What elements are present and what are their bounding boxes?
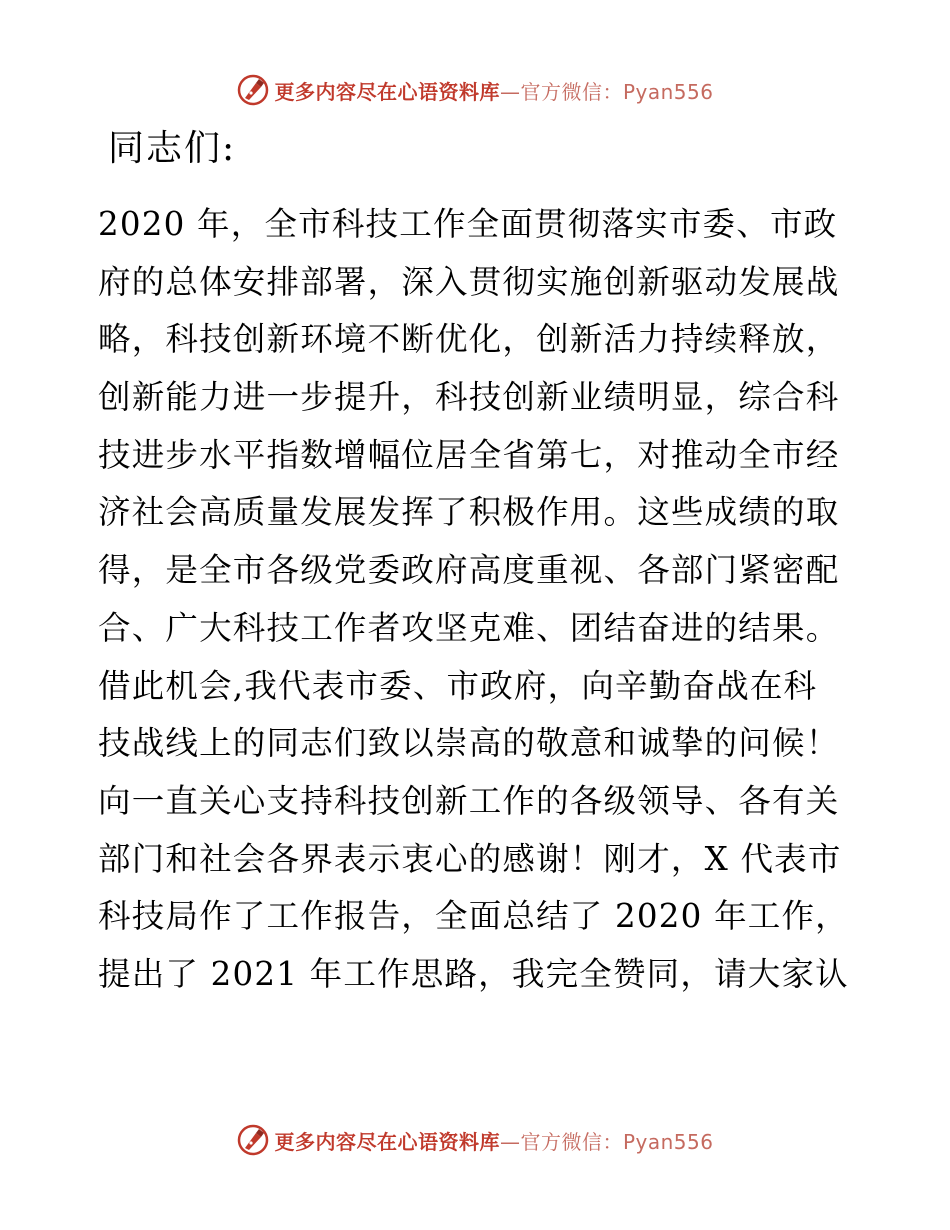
paragraph-line: 技进步水平指数增幅位居全省第七，对推动全市经 xyxy=(98,435,840,474)
watermark-text xyxy=(274,1126,713,1155)
paragraph-line: 技战线上的同志们致以崇高的敬意和诚挚的问候！ xyxy=(98,724,840,763)
paragraph-line: 合、广大科技工作者攻坚克难、团结奋进的结果。 xyxy=(98,608,840,647)
paragraph-line: 2020 年，全市科技工作全面贯彻落实市委、市政 xyxy=(98,205,838,243)
paragraph-line: 科技局作了工作报告，全面总结了 2020 年工作， xyxy=(98,897,849,936)
paragraph-line: 向一直关心支持科技创新工作的各级领导、各有关 xyxy=(98,781,840,820)
watermark-wechat-text: —官方微信：Pyan556 xyxy=(499,79,714,104)
paragraph-line: 济社会高质量发展发挥了积极作用。这些成绩的取 xyxy=(98,493,840,532)
watermark-main-text: 更多内容尽在心语资料库 xyxy=(274,1129,500,1154)
paragraph-line: 得，是全市各级党委政府高度重视、各部门紧密配 xyxy=(98,551,840,590)
paragraph-line: 部门和社会各界表示衷心的感谢！刚才，X 代表市 xyxy=(98,839,842,878)
pen-nib-logo-icon xyxy=(236,73,270,107)
header-watermark xyxy=(0,70,950,110)
paragraph-line: 借此机会,我代表市委、市政府，向辛勤奋战在科 xyxy=(98,666,818,705)
watermark-text xyxy=(274,76,713,105)
paragraph-line: 略，科技创新环境不断优化，创新活力持续释放， xyxy=(98,320,840,359)
watermark-main-text: 更多内容尽在心语资料库 xyxy=(274,79,500,104)
watermark-wechat-text: —官方微信：Pyan556 xyxy=(499,1129,714,1154)
footer-watermark xyxy=(0,1120,950,1160)
salutation: 同志们: xyxy=(108,128,237,169)
document-body xyxy=(98,120,858,1004)
paragraph-line: 提出了 2021 年工作思路，我完全赞同，请大家认 xyxy=(98,954,849,993)
pen-nib-logo-icon xyxy=(236,1123,270,1157)
paragraph-line: 创新能力进一步提升，科技创新业绩明显，综合科 xyxy=(98,378,840,417)
paragraph-line: 府的总体安排部署，深入贯彻实施创新驱动发展战 xyxy=(98,262,840,301)
